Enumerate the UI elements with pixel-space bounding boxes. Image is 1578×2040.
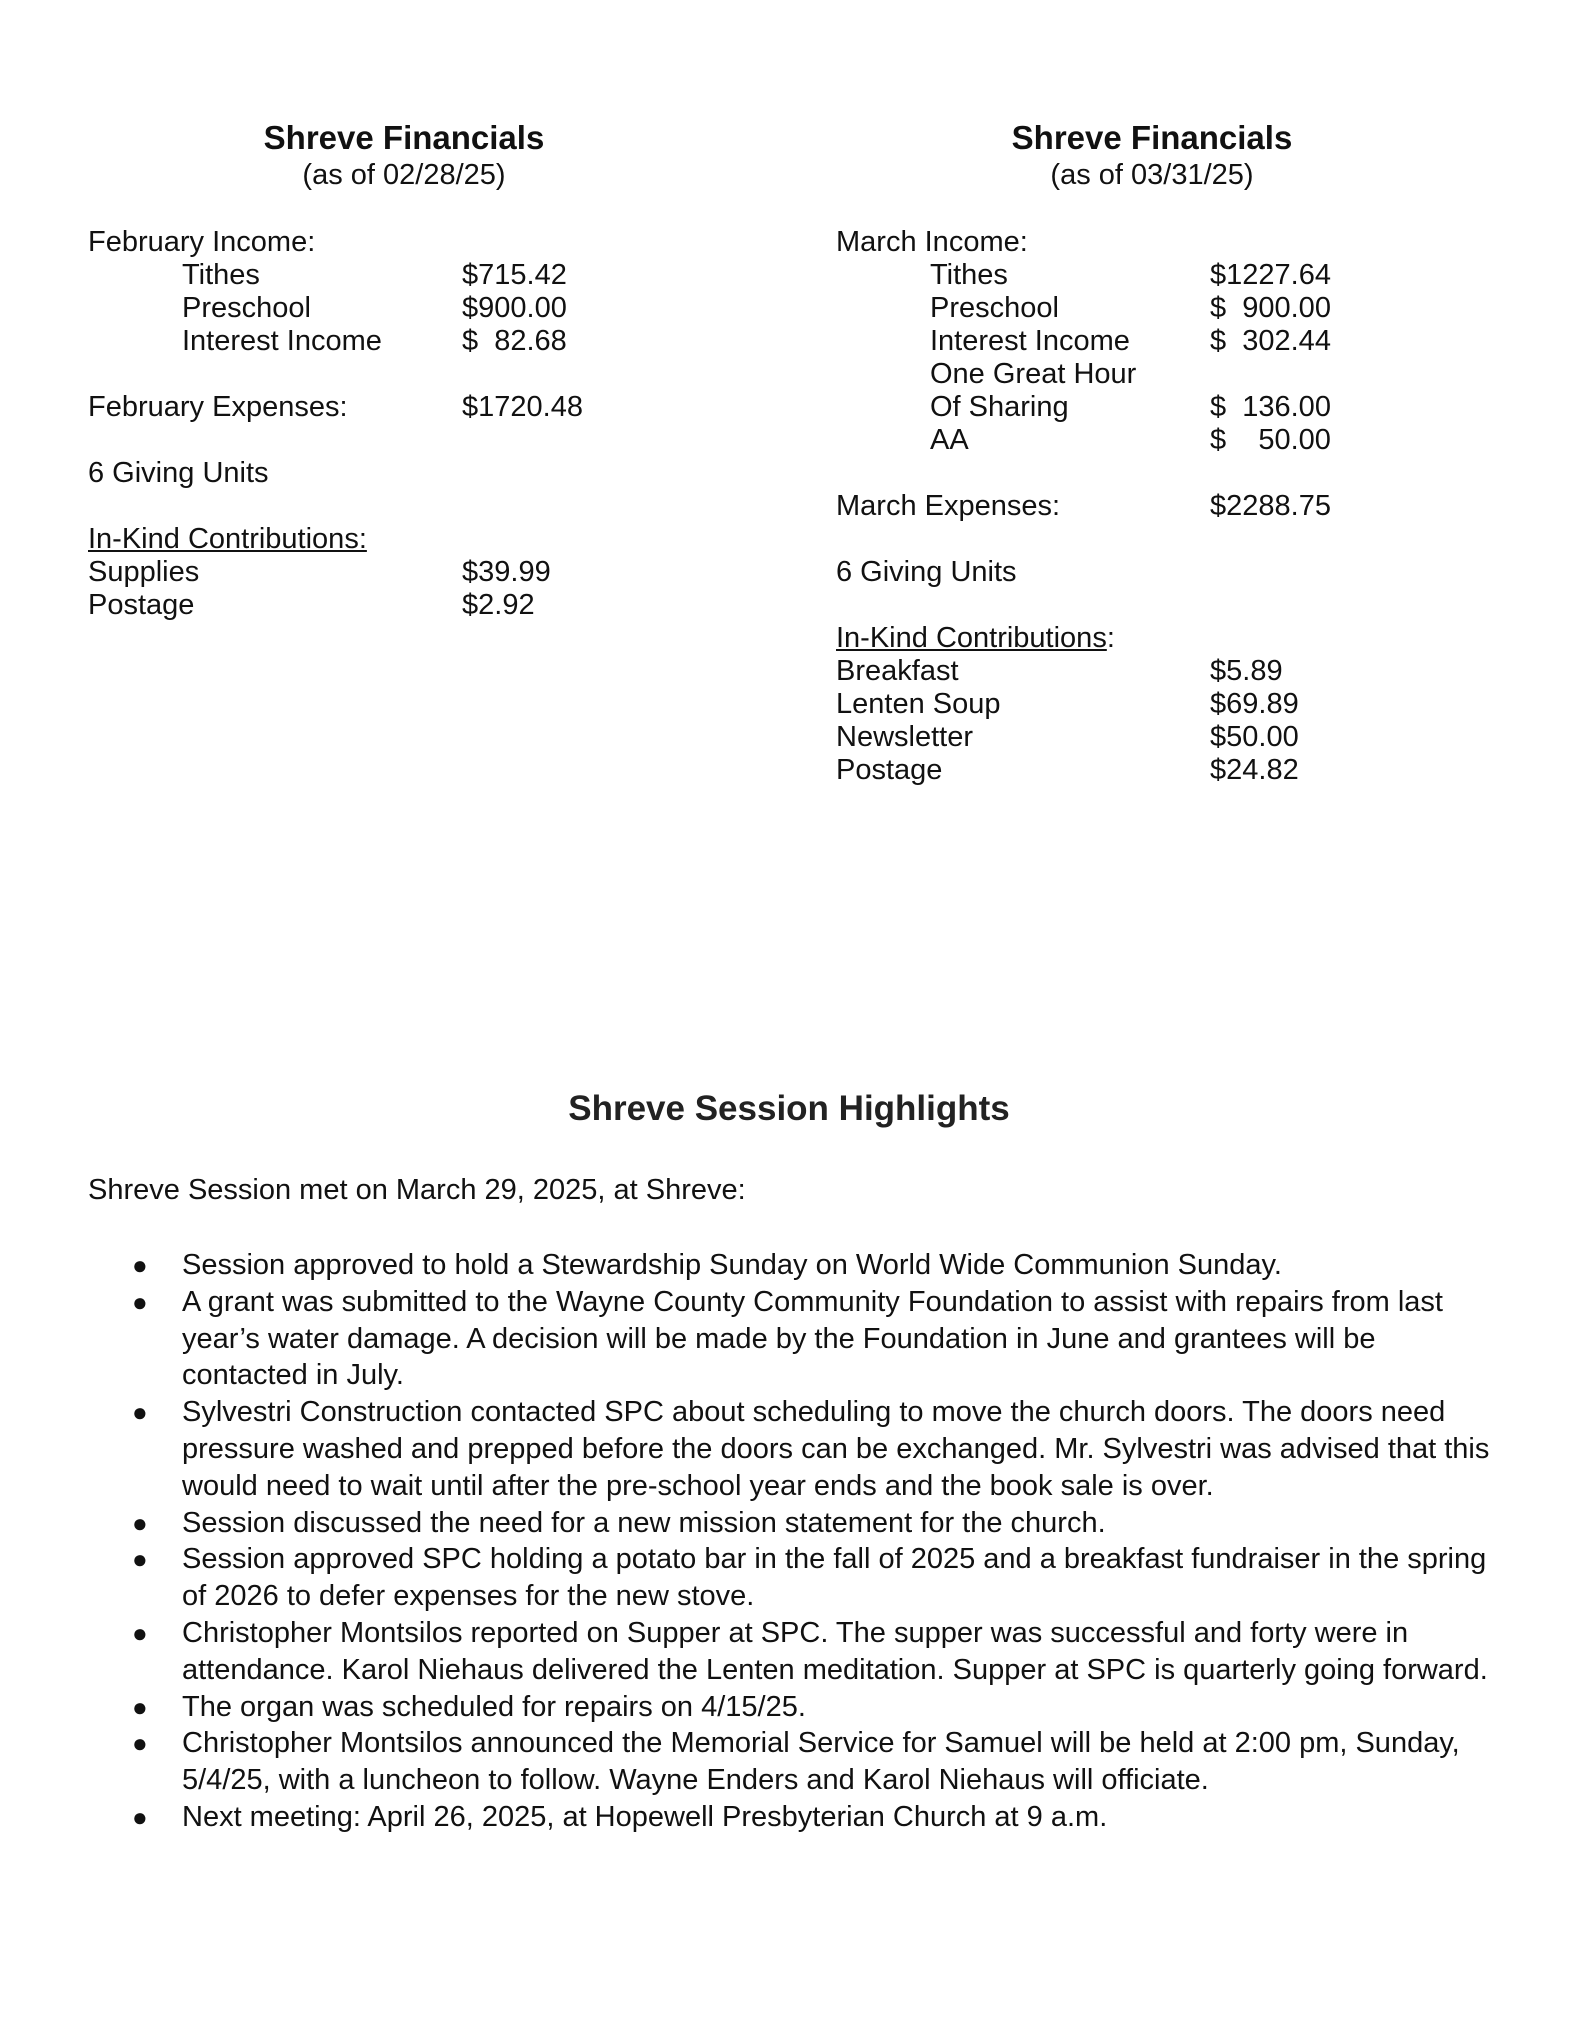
- giving-units: 6 Giving Units: [88, 457, 269, 489]
- list-item: ● The organ was scheduled for repairs on 4/15/25.: [88, 1689, 1508, 1726]
- income-row: Tithes $1227.64: [930, 259, 1331, 291]
- financials-date: (as of 02/28/25): [302, 159, 506, 191]
- financials-rows: [836, 226, 1486, 787]
- bullet-icon: ●: [132, 1250, 148, 1280]
- inkind-row: Supplies $39.99: [88, 556, 551, 588]
- session-highlights-list: [88, 1247, 1508, 1836]
- giving-units: 6 Giving Units: [836, 556, 1017, 588]
- list-item: ● A grant was submitted to the Wayne County Community Foundation to assist with repairs from last year’s water damage. A decision will be made by the Foundation in June and grantees will be contacted in July.: [132, 1285, 1443, 1392]
- inkind-heading: In-Kind Contributions:: [88, 523, 367, 555]
- session-intro: Shreve Session met on March 29, 2025, at Shreve:: [88, 1174, 746, 1206]
- income-row: Of Sharing $ 136.00: [930, 391, 1331, 423]
- inkind-row: Newsletter $50.00: [836, 721, 1299, 753]
- bullet-icon: ●: [132, 1691, 148, 1722]
- inkind-row: Postage $24.82: [836, 754, 1299, 786]
- income-row: Tithes $715.42: [182, 259, 567, 291]
- list-item: ● Next meeting: April 26, 2025, at Hopewell Presbyterian Church at 9 a.m.: [88, 1799, 1508, 1836]
- income-label: February Income:: [88, 226, 316, 258]
- income-row: One Great Hour: [930, 358, 1137, 390]
- financials-title: Shreve Financials: [1011, 119, 1293, 156]
- bullet-icon: ●: [132, 1397, 148, 1428]
- income-label: March Income:: [836, 226, 1028, 258]
- bullet-icon: ●: [132, 1617, 148, 1648]
- inkind-heading: In-Kind Contributions:: [836, 622, 1115, 654]
- financials-date: (as of 03/31/25): [1050, 159, 1254, 191]
- bullet-icon: ●: [132, 1801, 148, 1832]
- bullet-icon: ●: [132, 1286, 148, 1317]
- bullet-icon: ●: [132, 1728, 148, 1759]
- financials-header: [902, 118, 1402, 192]
- financials-rows: [88, 226, 738, 622]
- bullet-icon: ●: [132, 1544, 148, 1575]
- inkind-row: Lenten Soup $69.89: [836, 688, 1299, 720]
- financials-header: [154, 118, 654, 192]
- list-item: ● Christopher Montsilos reported on Supper at SPC. The supper was successful and forty were in attendance. Karol Niehaus delivered the Lenten meditation. Supper at SPC is quarterly going forward.: [132, 1616, 1488, 1686]
- session-title: Shreve Session Highlights: [568, 1089, 1010, 1128]
- expenses-row: February Expenses: $1720.48: [88, 391, 583, 423]
- list-item: ● Session approved SPC holding a potato bar in the fall of 2025 and a breakfast fundraiser in the spring of 2026 to defer expenses for the new stove.: [132, 1543, 1487, 1613]
- list-item: ● Session approved to hold a Stewardship Sunday on World Wide Communion Sunday.: [88, 1247, 1508, 1284]
- list-item: ● Session discussed the need for a new mission statement for the church.: [88, 1505, 1508, 1542]
- income-row: Preschool $ 900.00: [930, 292, 1331, 324]
- inkind-row: Postage $2.92: [88, 589, 535, 621]
- inkind-row: Breakfast $5.89: [836, 655, 1283, 687]
- expenses-row: March Expenses: $2288.75: [836, 490, 1331, 522]
- income-row: AA $ 50.00: [930, 424, 1331, 456]
- income-row: Interest Income $ 82.68: [182, 325, 567, 357]
- bullet-icon: ●: [132, 1507, 148, 1538]
- income-row: Preschool $900.00: [182, 292, 567, 324]
- list-item: ● Sylvestri Construction contacted SPC about scheduling to move the church doors. The doors need pressure washed and prepped before the doors can be exchanged. Mr. Sylvestri was advised that this would need to wait until after the pre-school year ends and the book sale is over.: [132, 1396, 1490, 1502]
- financials-title: Shreve Financials: [263, 119, 545, 156]
- list-item: ● Christopher Montsilos announced the Memorial Service for Samuel will be held at 2:00 pm, Sunday, 5/4/25, with a luncheon to follow. Wayne Enders and Karol Niehaus will officiate.: [132, 1727, 1460, 1797]
- income-row: Interest Income $ 302.44: [930, 325, 1331, 357]
